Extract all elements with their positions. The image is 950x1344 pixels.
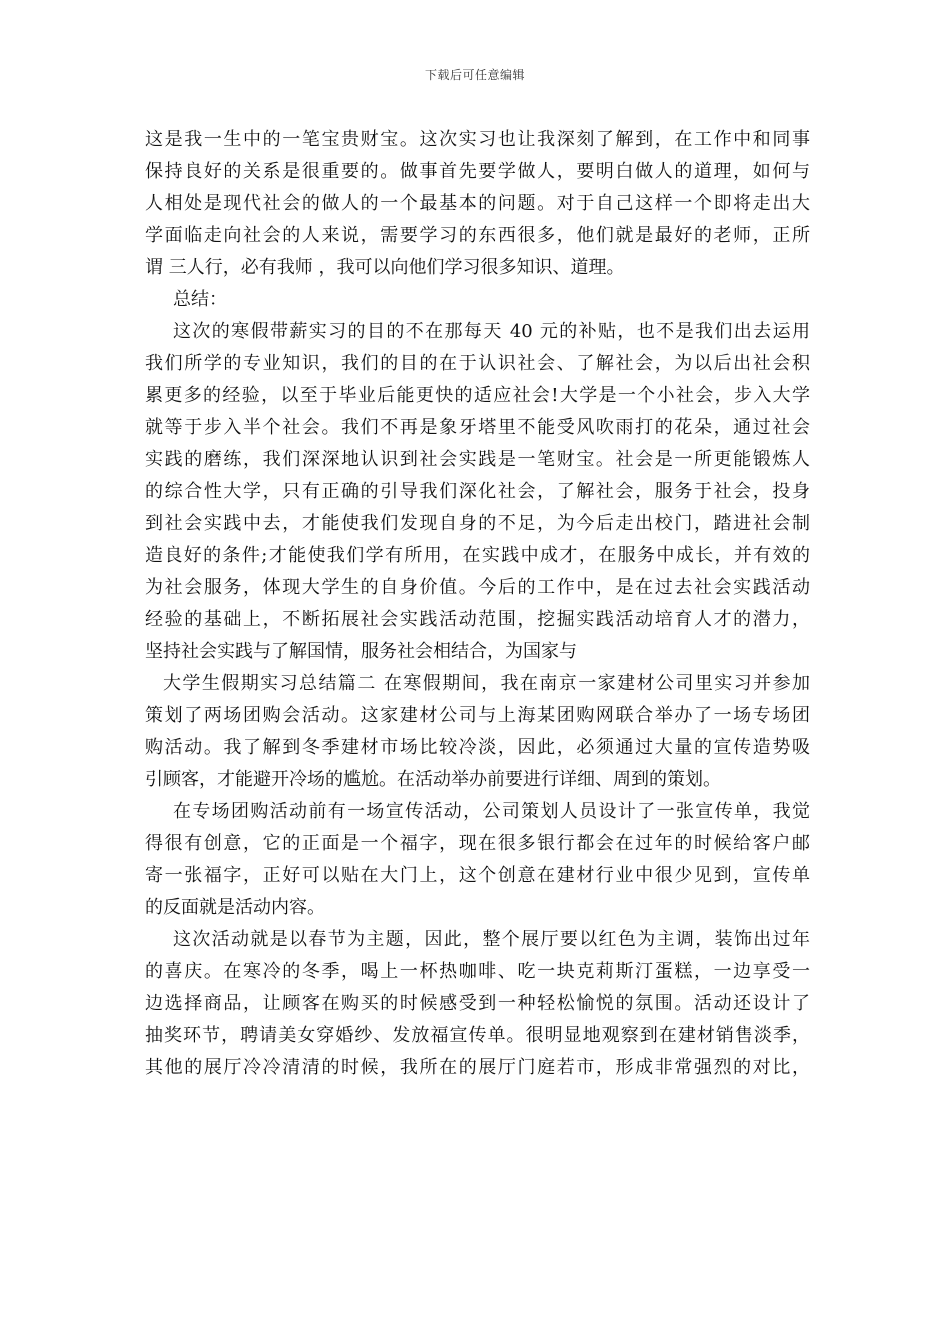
text-line: 经验的基础上，不断拓展社会实践活动范围，挖掘实践活动培育人才的潜力，	[145, 609, 810, 630]
text-line: 在专场团购活动前有一场宣传活动，公司策划人员设计了一张宣传单，我觉	[173, 801, 810, 822]
text-line: 我们所学的专业知识，我们的目的在于认识社会、了解社会，为以后出社会积	[145, 353, 810, 374]
text-line: 策划了两场团购会活动。这家建材公司与上海某团购网联合举办了一场专场团	[145, 705, 810, 726]
text-line: 寄一张福字，正好可以贴在大门上，这个创意在建材行业中很少见到，宣传单	[145, 865, 810, 886]
text-line: 为社会服务，体现大学生的自身价值。今后的工作中，是在过去社会实践活动	[145, 577, 810, 598]
text-line: 的喜庆。在寒冷的冬季，喝上一杯热咖啡、吃一块克莉斯汀蛋糕，一边享受一	[145, 961, 810, 982]
text-line: 到社会实践中去，才能使我们发现自身的不足，为今后走出校门，踏进社会制	[145, 513, 810, 534]
document-body	[145, 124, 810, 1084]
text-line: 的综合性大学，只有正确的引导我们深化社会，了解社会，服务于社会，投身	[145, 481, 810, 502]
text-line: 边选择商品，让顾客在购买的时候感受到一种轻松愉悦的氛围。活动还设计了	[145, 993, 810, 1014]
page-header: 下载后可任意编辑	[424, 68, 525, 82]
text-line: 引顾客，才能避开冷场的尴尬。在活动举办前要进行详细、周到的策划。	[145, 769, 721, 790]
section-heading: 总结：	[173, 289, 227, 310]
text-line: 学面临走向社会的人来说，需要学习的东西很多，他们就是最好的老师，正所	[145, 225, 810, 246]
text-line: 抽奖环节，聘请美女穿婚纱、发放福宣传单。很明显地观察到在建材销售淡季，	[145, 1025, 810, 1046]
text-line: 保持良好的关系是很重要的。做事首先要学做人，要明白做人的道理，如何与	[145, 161, 810, 182]
text-line: 大学生假期实习总结篇二 在寒假期间，我在南京一家建材公司里实习并参加	[163, 673, 810, 694]
text-line: 其他的展厅冷冷清清的时候，我所在的展厅门庭若市，形成非常强烈的对比，	[145, 1057, 810, 1078]
text-line: 坚持社会实践与了解国情，服务社会相结合，为国家与	[145, 641, 577, 662]
text-line: 的反面就是活动内容。	[145, 897, 325, 918]
text-line: 这是我一生中的一笔宝贵财宝。这次实习也让我深刻了解到，在工作中和同事	[145, 129, 810, 150]
text-line: 谓 三人行，必有我师 ，我可以向他们学习很多知识、道理。	[145, 257, 625, 278]
text-line: 实践的磨练，我们深深地认识到社会实践是一笔财宝。社会是一所更能锻炼人	[145, 449, 810, 470]
text-line: 购活动。我了解到冬季建材市场比较冷淡，因此，必须通过大量的宣传造势吸	[145, 737, 810, 758]
text-line: 累更多的经验，以至于毕业后能更快的适应社会!大学是一个小社会，步入大学	[145, 385, 810, 406]
text-line: 造良好的条件;才能使我们学有所用，在实践中成才，在服务中成长，并有效的	[145, 545, 810, 566]
text-line: 得很有创意，它的正面是一个福字，现在很多银行都会在过年的时候给客户邮	[145, 833, 810, 854]
text-line: 这次活动就是以春节为主题，因此，整个展厅要以红色为主调，装饰出过年	[173, 929, 810, 950]
text-line: 人相处是现代社会的做人的一个最基本的问题。对于自己这样一个即将走出大	[145, 193, 810, 214]
text-line: 就等于步入半个社会。我们不再是象牙塔里不能受风吹雨打的花朵，通过社会	[145, 417, 810, 438]
text-line: 这次的寒假带薪实习的目的不在那每天 40 元的补贴，也不是我们出去运用	[173, 321, 810, 342]
